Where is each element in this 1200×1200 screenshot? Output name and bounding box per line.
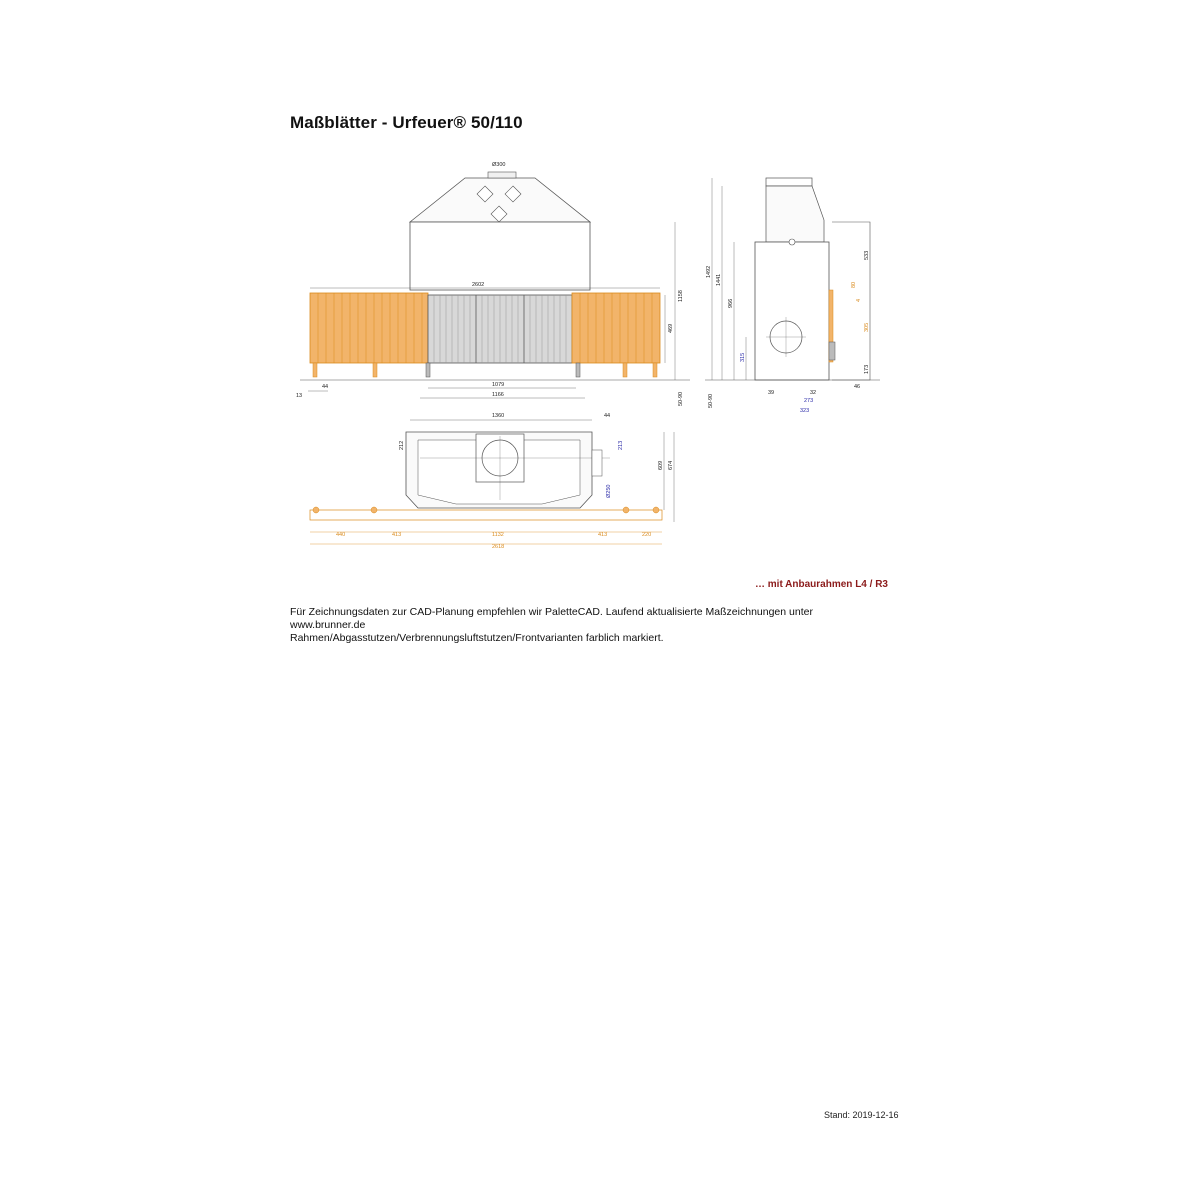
side-bottom-0: 39 — [768, 390, 775, 396]
side-h3: 966 — [728, 298, 734, 308]
plan-total: 2618 — [492, 544, 505, 550]
front-view — [296, 162, 690, 406]
body-width-label: 1166 — [492, 392, 504, 398]
plan-depth1: 609 — [658, 460, 664, 470]
side-bottom-1: 32 — [810, 390, 817, 396]
variant-note: … mit Anbaurahmen L4 / R3 — [755, 579, 888, 590]
side-frame-dim-3: 173 — [864, 364, 870, 374]
flue-diameter-label: Ø300 — [492, 162, 506, 168]
plan-right-depth: 213 — [618, 440, 624, 450]
side-frame-dim-1: 4 — [856, 298, 862, 302]
inner-width-label: 1079 — [492, 382, 505, 388]
info-line-0: Für Zeichnungsdaten zur CAD-Planung empfehlen wir PaletteCAD. Laufend aktualisierte Maßzeichnungen unter — [290, 606, 813, 618]
side-h1: 1492 — [706, 265, 712, 278]
plan-segment-2: 1132 — [492, 532, 504, 538]
stand-date: Stand: 2019-12-16 — [824, 1110, 899, 1120]
side-view — [705, 178, 880, 414]
page-title: Maßblätter - Urfeuer® 50/110 — [290, 113, 523, 132]
plan-air-diameter: Ø250 — [606, 484, 612, 498]
info-line-1: www.brunner.de — [290, 619, 366, 631]
plan-segment-1: 413 — [392, 532, 402, 538]
plan-right-offset: 44 — [604, 413, 611, 419]
front-height-total: 1158 — [678, 290, 684, 302]
info-line-2: Rahmen/Abgasstutzen/Verbrennungsluftstutzen/Frontvarianten farblich markiert. — [290, 632, 664, 644]
side-bottom-4: 46 — [854, 384, 861, 390]
left-foot-label: 44 — [322, 384, 329, 390]
plan-depth2: 674 — [668, 460, 674, 470]
side-frame-dim-2: 305 — [864, 322, 870, 332]
plan-view — [310, 413, 674, 550]
side-foot-range: 50-90 — [708, 393, 714, 408]
left-offset-label: 13 — [296, 393, 303, 399]
side-frame-dim-0: 80 — [851, 281, 857, 288]
info-text — [290, 606, 930, 645]
plan-segment-3: 413 — [598, 532, 608, 538]
side-top-offset: 533 — [864, 250, 870, 260]
front-height-front: 469 — [668, 323, 674, 333]
plan-segment-0: 440 — [336, 532, 346, 538]
plan-width-label: 1360 — [492, 413, 505, 419]
side-h4: 315 — [740, 352, 746, 362]
front-foot-range: 50-90 — [678, 391, 684, 406]
plan-left-depth: 212 — [399, 440, 405, 450]
total-width-label: 2602 — [472, 282, 485, 288]
technical-drawing — [280, 150, 920, 570]
side-bottom-3: 323 — [800, 408, 810, 414]
side-bottom-2: 273 — [804, 398, 814, 404]
side-h2: 1441 — [716, 273, 722, 286]
plan-segment-4: 220 — [642, 532, 652, 538]
